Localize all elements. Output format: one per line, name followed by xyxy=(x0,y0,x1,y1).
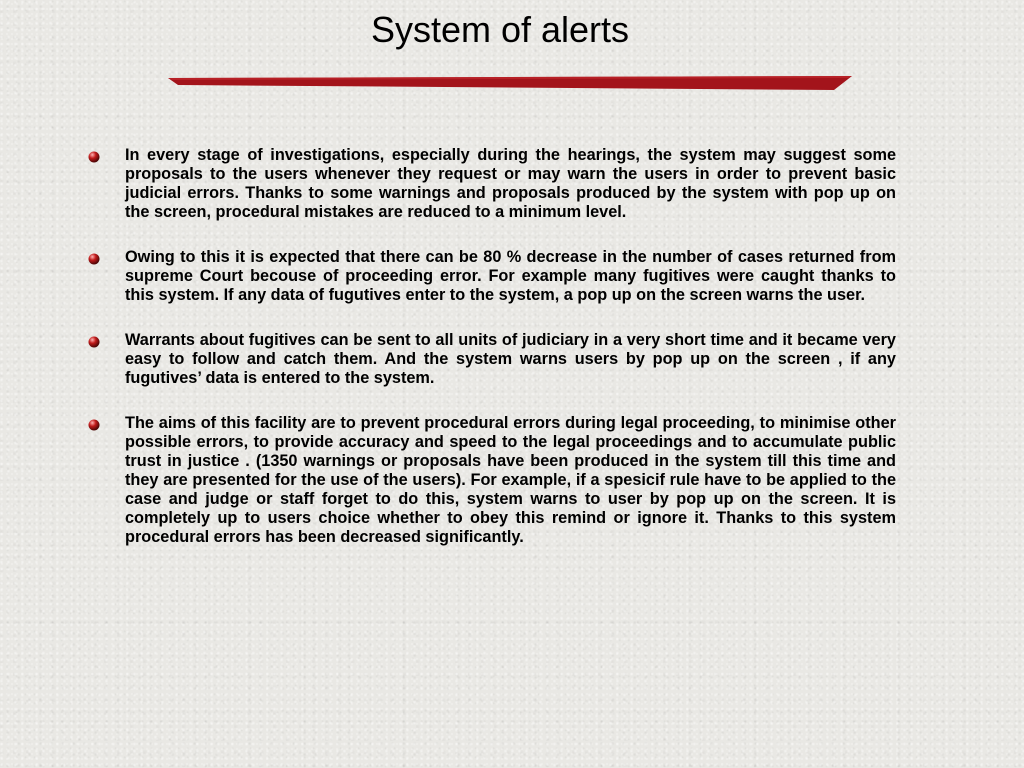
bullet-item xyxy=(88,248,896,305)
red-sphere-bullet-icon xyxy=(88,336,100,348)
bullet-text: Owing to this it is expected that there can be 80 % decrease in the number of cases returned from supreme Court becouse of proceeding error. For example many fugitives were caught thanks to this system. If any data of fugutives enter to the system, a pop up on the screen warns the user. xyxy=(125,248,896,304)
bullet-text: The aims of this facility are to prevent procedural errors during legal proceeding, to minimise other possible errors, to provide accuracy and speed to the legal proceedings and to accumulate public trust in justice . (1350 warnings or proposals have been produced in the system till this time and they are presented for the use of the users). For example, if a spesicif rule have to be applied to the case and judge or staff forget to do this, system warns to user by pop up on the screen. It is completely up to users choice whether to obey this remind or ignore it. Thanks to this system procedural errors has been decreased significantly. xyxy=(125,414,896,546)
bullet-item xyxy=(88,331,896,388)
bullet-text: In every stage of investigations, especially during the hearings, the system may suggest some proposals to the users whenever they request or may warn the users in order to prevent basic judicial errors. Thanks to some warnings and proposals produced by the system with pop up on the screen, procedural mistakes are reduced to a minimum level. xyxy=(125,146,896,221)
red-sphere-bullet-icon xyxy=(88,253,100,265)
bullet-text: Warrants about fugitives can be sent to all units of judiciary in a very short time and it became very easy to follow and catch them. And the system warns users by pop up on the screen , if any fugutives’ data is entered to the system. xyxy=(125,331,896,387)
bullet-item xyxy=(88,146,896,222)
slide-title: System of alerts xyxy=(370,9,630,50)
title-divider xyxy=(168,74,852,92)
red-sphere-bullet-icon xyxy=(88,151,100,163)
red-sphere-bullet-icon xyxy=(88,419,100,431)
bullet-list xyxy=(88,146,896,573)
bullet-item xyxy=(88,414,896,547)
